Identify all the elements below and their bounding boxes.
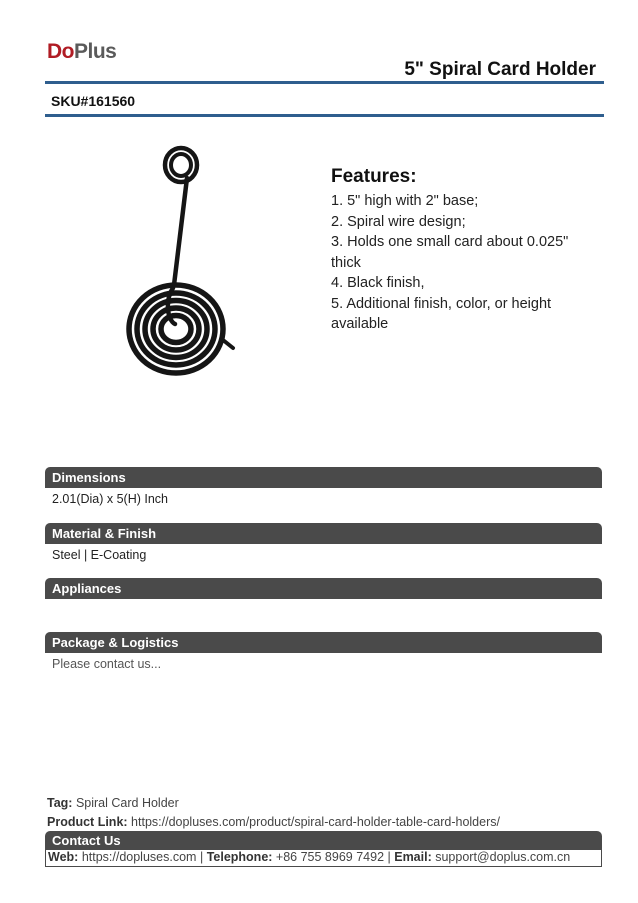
spiral-card-holder-image [115,140,245,380]
feature-item: 2. Spiral wire design; [331,213,466,230]
tag-line [47,796,179,810]
tag-value[interactable]: Spiral Card Holder [75,796,179,810]
sku-divider [45,114,604,117]
feature-item: 3. Holds one small card about 0.025" thick [331,234,569,271]
brand-logo [47,40,116,64]
email-link[interactable]: support@doplus.com.cn [435,850,571,864]
brand-logo-do: Do [47,40,74,63]
tag-label: Tag: [47,796,73,810]
web-link[interactable]: https://dopluses.com [81,850,197,864]
contact-header: Contact Us [45,831,602,850]
separator: | [387,850,391,864]
appliances-header: Appliances [45,578,602,599]
package-header: Package & Logistics [45,632,602,653]
feature-item: 1. 5" high with 2" base; [331,193,479,209]
feature-item: 5. Additional finish, color, or height available [331,295,552,332]
separator: | [199,850,204,864]
page-title: 5" Spiral Card Holder [404,59,596,80]
telephone-value: +86 755 8969 7492 [275,850,385,864]
material-value: Steel | E-Coating [52,548,147,562]
dimensions-value: 2.01(Dia) x 5(H) Inch [52,492,169,506]
contact-info [45,849,602,867]
product-link[interactable]: https://dopluses.com/product/spiral-card-holder-table-card-holders/ [131,815,500,829]
features-block [331,166,591,335]
feature-item: 4. Black finish, [331,275,425,291]
title-divider [45,81,604,84]
sku-label: SKU#161560 [51,93,136,109]
features-list [331,191,591,335]
package-value: Please contact us... [52,657,162,671]
brand-logo-plus: Plus [74,40,117,63]
product-link-label: Product Link: [47,815,128,829]
material-header: Material & Finish [45,523,602,544]
email-label: Email: [394,850,432,864]
dimensions-header: Dimensions [45,467,602,488]
telephone-label: Telephone: [206,850,273,864]
features-heading: Features: [331,166,417,187]
product-link-line [47,815,500,829]
web-label: Web: [48,850,79,864]
